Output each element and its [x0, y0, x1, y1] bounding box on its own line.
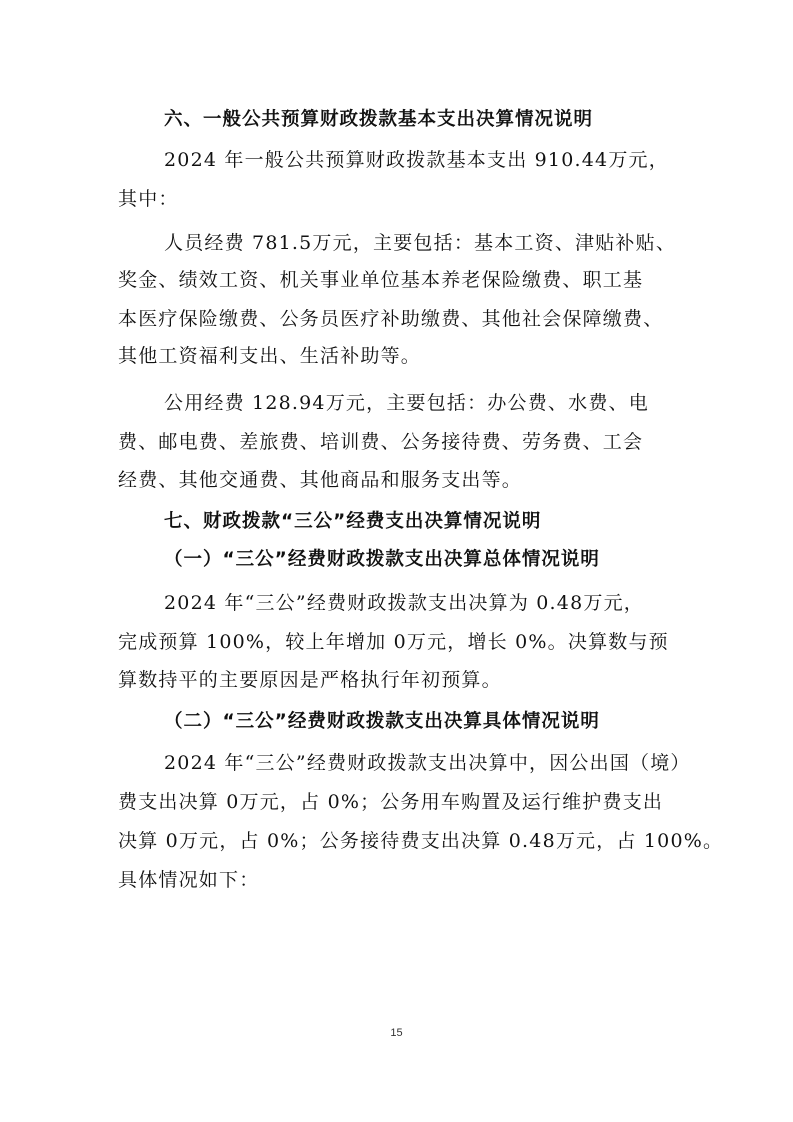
- section6-para2-line2: 奖金、绩效工资、机关事业单位基本养老保险缴费、职工基: [118, 269, 644, 291]
- section7-heading: 七、财政拨款“三公”经费支出决算情况说明: [164, 511, 542, 532]
- section6-para2-line3: 本医疗保险缴费、公务员医疗补助缴费、其他社会保障缴费、: [118, 308, 664, 330]
- section6-para1-line2: 其中：: [118, 188, 179, 210]
- section7-sub2-heading: （二）“三公”经费财政拨款支出决算具体情况说明: [164, 711, 600, 732]
- section7-sub2-para-line2: 费支出决算 0万元，占 0%；公务用车购置及运行维护费支出: [118, 791, 664, 813]
- section7-sub1-heading: （一）“三公”经费财政拨款支出决算总体情况说明: [164, 549, 600, 570]
- section6-para2-line1: 人员经费 781.5万元，主要包括：基本工资、津贴补贴、: [164, 232, 677, 254]
- section7-sub2-para-line4: 具体情况如下：: [118, 869, 260, 891]
- section7-sub1-para-line1: 2024 年“三公”经费财政拨款支出决算为 0.48万元，: [164, 592, 644, 614]
- section6-para3-line1: 公用经费 128.94万元，主要包括：办公费、水费、电: [164, 392, 649, 414]
- section7-sub1-para-line3: 算数持平的主要原因是严格执行年初预算。: [118, 669, 502, 691]
- section7-sub2-para-line3: 决算 0万元，占 0%；公务接待费支出决算 0.48万元，占 100%。: [118, 830, 724, 852]
- section6-para3-line2: 费、邮电费、差旅费、培训费、公务接待费、劳务费、工会: [118, 431, 644, 453]
- section6-para2-line4: 其他工资福利支出、生活补助等。: [118, 345, 422, 367]
- page-number: 15: [390, 1027, 403, 1039]
- section6-para1-line1: 2024 年一般公共预算财政拨款基本支出 910.44万元，: [164, 149, 669, 171]
- section7-sub2-para-line1: 2024 年“三公”经费财政拨款支出决算中，因公出国（境）: [164, 752, 691, 774]
- section7-sub1-para-line2: 完成预算 100%，较上年增加 0万元，增长 0%。决算数与预: [118, 631, 669, 653]
- section6-para3-line3: 经费、其他交通费、其他商品和服务支出等。: [118, 469, 523, 491]
- section6-heading: 六、一般公共预算财政拨款基本支出决算情况说明: [164, 109, 594, 130]
